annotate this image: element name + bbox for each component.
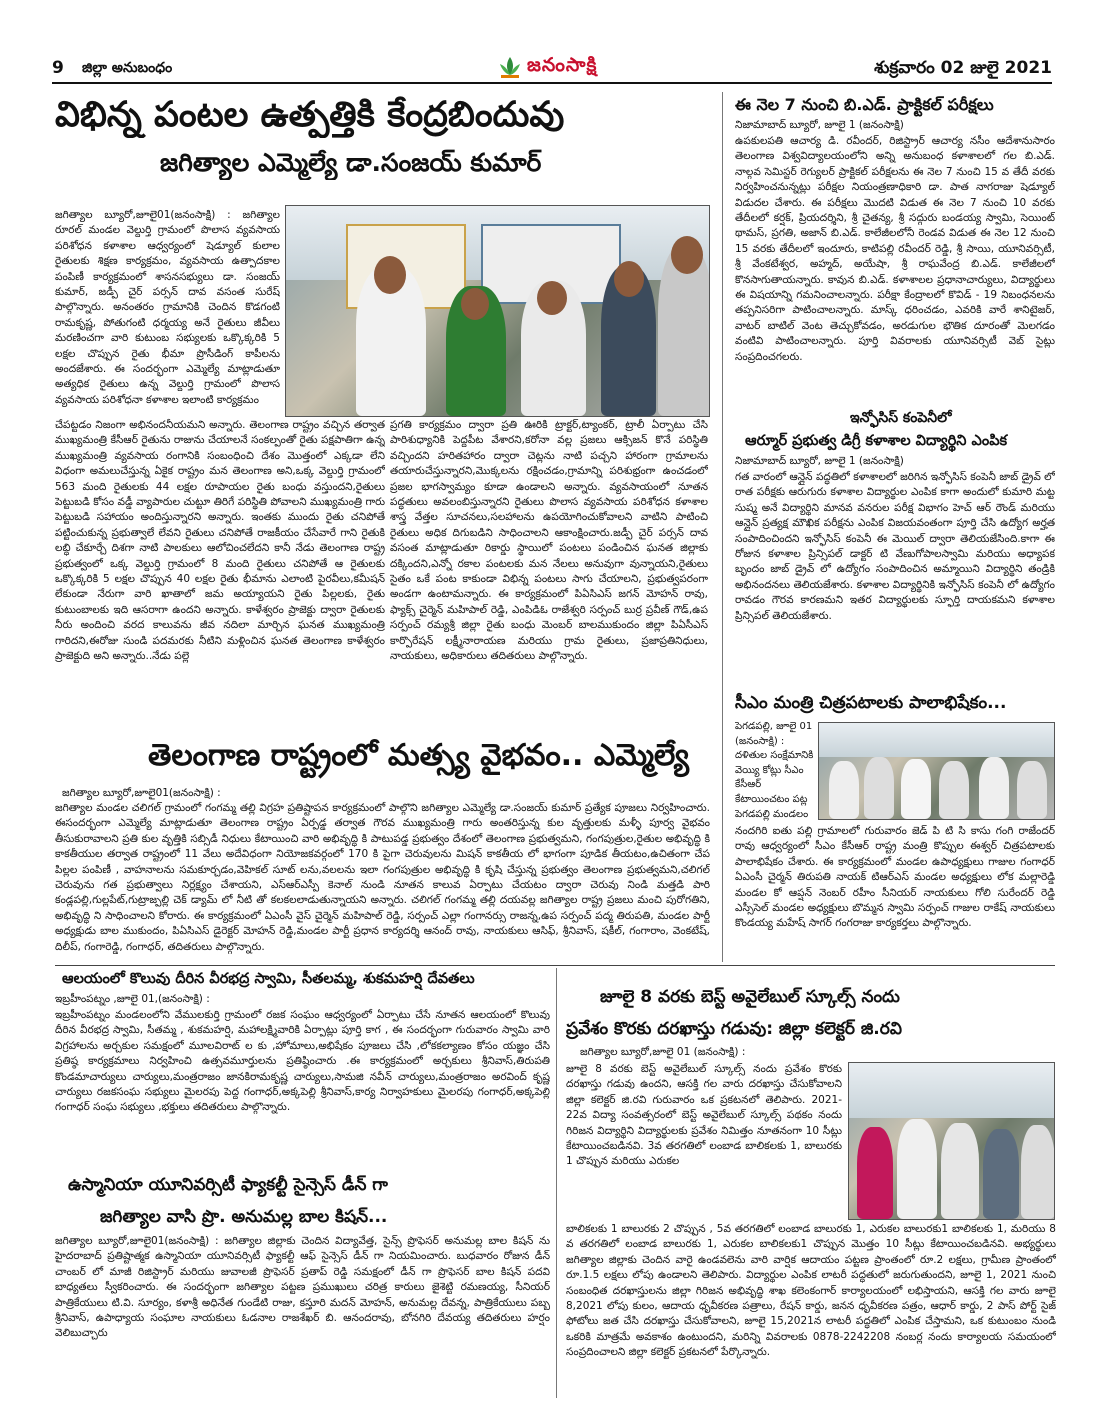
infosys-dateline: నిజామాబాద్ బ్యూరో, జూలై 1 (జనంసాక్షి) [735,455,904,467]
page-number: 9 [52,58,64,78]
infosys-body: గత వారంలో ఆన్లైన్ పద్ధతిలో కళాశాలలో జరిగిన ఇన్ఫోసిస్ కంపెనీ జాబ్ డ్రైవ్ లో రాత పరీక్షకు ఆరుగురు కళాశాల విద్యార్థుల ఎంపిక కాగా అందులో కుమారి మట్ట సుష్మ అనే విద్యార్థిని మానవ వనరుల పరీక్ష విభాగం హెచ్ ఆర్ రౌండ్ మరియు ఆన్లైన్ ప్రత్యక్ష మౌఖిక పరీక్షను ఎంపిక విజయవంతంగా పూర్తి చేసి ఉద్యోగ అర్హత సంపాదించిందని ఇన్ఫోసిస్ కంపెనీ ఈ మెయిల్ ద్వారా తెలియజేసింది.కాగా ఈ రోజున కళాశాల ప్రిన్సిపల్ డాక్టర్ టి వేణుగోపాలస్వామి మరియు అధ్యాపక బృందం జాబ్ డ్రైవ్ లో ఉద్యోగం సంపాదించిన అమ్మాయిని విద్యార్థిని తండ్రికి అభినందనలు తెలియజేశారు. కళాశాల విద్యార్థినికి ఇన్ఫోసిస్ కంపెనీ లో ఉద్యోగం రావడం గౌరవ కారణమని ఇతర విద్యార్థులకు స్ఫూర్తి దాయకమని కళాశాల ప్రిన్సిపల్ తెలియజేశారు. [735,471,1055,622]
brand-logo [497,52,657,82]
bed-exam-headline: ఈ నెల 7 నుంచి బి.ఎడ్. ప్రాక్టికల్ పరీక్షలు [735,95,994,114]
school-dateline: జగిత్యాల బ్యూరో,జూలై 01 (జనంసాక్షి) : [580,1046,746,1058]
temple-headline: ఆలయంలో కొలువు దీరిన వీరభద్ర స్వామి, సీతలమ్మ, శుకమహర్షి దేవతలు [62,971,475,987]
main-subheadline: జగిత్యాల ఎమ్మెల్యే డా.సంజయ్ కుమార్ [160,148,542,177]
fishery-body: జగిత్యాల మండల చలిగల్ గ్రామంలో గంగమ్మ తల్లి విగ్రహ ప్రతిష్టాపన కార్యక్రమంలో పాల్గొని జగిత్యాల ఎమ్మెల్యే డా.సంజయ్ కుమార్ ప్రత్యేక పూజలు నిర్వహించారు. ఈసందర్భంగా ఎమ్మెల్యే మాట్లాడుతూ తెలంగాణ రాష్ట్రం ఏర్పడ్డ తర్వాత గౌరవ ముఖ్యమంత్రి గారు అంతరిస్తున్న కుల వృత్తులకు మళ్ళీ పూర్వ వైభవం తీసుకురావాలని ప్రతి కుల వృత్తికి సబ్సిడీ నిధులు కేటాయించి వారి అభివృద్ధి కి పాటుపడ్డ ప్రభుత్వం దేశంలో తెలంగాణ ప్రభుత్వమని, గంగపుత్రుల,రైతుల అభివృద్ధి కి కాకతీయుల తర్వాత రాష్ట్రంలో 11 వేలు అదేవిధంగా నియోజకవర్గంలో 170 కి పైగా చెరువులను మిషన్ కాకతీయ లో భాగంగా పూడిక తీయటం,ఉచితంగా చేప పిల్లల పంపిణీ , వాహనాలను సమకూర్చడం,వెహికల్ సూట్ లను,వలలను ఇలా గంగపుత్రుల అభివృద్ధి కి కృషి చేస్తున్న ప్రభుత్వం తెలంగాణ ప్రభుత్వమని,చలిగల్ చెరువును గత ప్రభుత్వాలు నిర్లక్ష్యం చేశాయని, ఎస్ఆర్ఎస్పీ కెనాల్ నుండి నూతన కాలువ ఏర్పాటు చేయటం ద్వారా చెరువు నిండి మత్తడి పారి కండ్లపల్లి,గుల్లపేట్,గుట్రాజ్పల్లి చెక్ డ్యామ్ లో నీటి తో కలకలలాడుతున్నాయని అన్నారు. చలిగల్ గంగమ్మ తల్లి దయవల్ల జగిత్యాల రాష్ట్ర ప్రజలు మంచి పురోగతిని, అభివృద్ధి ని సాధించాలని కోరారు. ఈ కార్యక్రమంలో ఏఎంసీ వైస్ చైర్మెన్ మహిపాల్ రెడ్డి, సర్పంచ్ ఎల్లా గంగానర్సు రాజన్న,ఉప సర్పంచ్ పద్మ తిరుపతి, మండల పార్టీ అధ్యక్షుడు బాల ముకుందం, పిఏసిఎస్ డైరెక్టర్ మోహన్ రెడ్డి,మండల పార్టీ ప్రధాన కార్యదర్శి ఆనంద్ రావు, నాయకులు ఆసిఫ్, శ్రీనివాస్, షకీల్, గంగారాం, వెంకటేష్, దిలీప్, గంగారెడ్డి, గంగాధర్, తదితరులు పాల్గొన్నారు. [55,802,710,953]
main-article-col1-continued: చేపట్టడం నిజంగా అభినందనీయమని అన్నారు. తెలంగాణ రాష్ట్రం వచ్చిన తర్వాత ముఖ్యమంత్రి కేసీఆర్ రైతును రాజును చేయాలనే సంకల్పంతో రైతు పక్షపాతిగా ఉన్న ముఖ్యమంత్రి వ్యవసాయ రంగానికి సంబంధించి దేశం మొత్తంలో ఎక్కడా లేని విధంగా అమలుచేస్తున్న ఏకైక రాష్ట్రం మన తెలంగాణ అని,ఒక్క వెల్దుర్తి గ్రామంలో 563 మంది రైతులకు 44 లక్షల రూపాయల రైతు బంధు వస్తుందని,రైతులు పెట్టుబడి కోసం వడ్డీ వ్యాపారుల చుట్టూ తిరిగే పరిస్థితి పోవాలని ముఖ్యమంత్రి గారు పెట్టుబడి సహాయం అందిస్తున్నారని అన్నారు. ఇంతకు ముందు రైతు చనిపోతే పట్టించుకున్న ప్రభుత్వాలే లేవని రైతులు చనిపోతే రాజకీయం చేసేవారే గాని రైతుకి లబ్ధి చేకూర్చే దిశగా నాటి పాలకులు ఆలోచించలేదని కానీ నేడు తెలంగాణ రాష్ట్ర ప్రభుత్వంలో ఒక్క వెల్దుర్తి గ్రామంలో 8 మంది రైతులు చనిపోతే ఆ రైతులకు ఒక్కొక్కరికి 5 లక్షల చొప్పున 40 లక్షల రైతు భీమాను ఎలాంటి పైరవీలు,కమీషన్ లేకుండా నేరుగా వారి ఖాతాలో జమ అయ్యాయని రైతు పిల్లలకు, రైతు కుటుంబాలకు ఇది ఆసరాగా ఉందని అన్నారు. కాళేశ్వరం ప్రాజెక్టు ద్వారా రైతులకు నీరు అందించి వరద కాలువను జీవ నదిలా మార్చిన ఘనత ముఖ్యమంత్రి గారిదని,ఈరోజు సుండి పదమరకు నీటిని మళ్లించిన ఘనత తెలంగాణ కాళేశ్వరం ప్రాజెక్టుది అని అన్నారు..నేడు పల్లె [55,419,385,663]
bed-exam-dateline: నిజామాబాద్ బ్యూరో, జూలై 1 (జనంసాక్షి) [735,119,904,131]
farmers-meeting-photo [285,205,710,417]
section-name: జిల్లా అనుబంధం [82,60,173,76]
school-headline-line2: ప్రవేశం కొరకు దరఖాస్తు గడువు: జిల్లా కలెక్టర్ జి.రవి [566,1019,902,1039]
fishery-headline: తెలంగాణ రాష్ట్రంలో మత్స్య వైభవం.. ఎమ్మెల్యే [148,738,690,773]
lotus-icon [497,55,523,79]
cm-lead: పెగడపల్లి, జూలై 01 (జనంసాక్షి) : దళితుల సంక్షేమానికి వెయ్యి కోట్లు సీఎం కేసీఆర్ కేటాయించటం పట్ల పెగడపల్లి మండలం [735,721,814,820]
school-body: బాలికలకు 1 బాలురకు 2 చొప్పున , 5వ తరగతిలో లంబాడ బాలురకు 1, ఎరుకల బాలురకు1 బాలికలకు 1, మరియు 8 వ తరగతిలో లంబాడ బాలురకు 1, ఎరుకల బాలికలకు1 చొప్పున మొత్తం 10 సీట్లు కేటాయించబడినవి. అభ్యర్థులు జగిత్యాల జిల్లాకు చెందిన వారై ఉండవలెను వారి వార్షిక ఆదాయం పట్టణ ప్రాంతంలో రూ.2 లక్షలు, గ్రామీణ ప్రాంతంలో రూ.1.5 లక్షలు లోపు ఉండాలని తెలిపారు. విద్యార్థుల ఎంపిక లాటరీ పద్ధతులో జరుగుతుందని, జూలై 1, 2021 నుంచి సంబంధిత దరఖాస్తులను జిల్లా గిరిజన అభివృద్ధి శాఖ కలెంకంగార్ కార్యాలయంలో లభిస్తాయని, ఆసక్తి గల వారు జూలై 8,2021 లోపు కులం, ఆదాయ ధృవీకరణ పత్రాలు, రేషన్ కార్డు, జనన ధృవీకరణ పత్రం, ఆధార్ కార్డు, 2 పాస్ పోర్ట్ సైజ్ ఫోటోలు జత చేసి దరఖాస్తు చేసుకోవాలని, జూలై 15,2021న లాటరీ పద్ధతిలో ఎంపిక చేస్తామని, ఒక కుటుంబం నుండి ఒకరికి మాత్రమే అవకాశం ఉంటుందని, మరిన్ని వివరాలకు 0878-2242208 నంబర్ల నందు కార్యాలయ సమయంలో సంప్రదించాలని జిల్లా కలెక్టర్ ప్రకటనలో పేర్కొన్నారు. [566,1223,1056,1359]
osmania-body: జగిత్యాల బ్యూరో,జూలై01(జనంసాక్షి) : జగిత్యాల జిల్లాకు చెందిన విద్యావేత్త, సైన్స్ ప్రొఫెసర్ అనుమల్ల బాల కిషన్ ను హైదరాబాద్ ప్రతిష్టాత్మక ఉస్మానియా యూనివర్సిటీ ఫ్యాకల్టీ ఆఫ్ సైన్సెస్ డీన్ గా నియమించారు. బుధవారం రోజున డీన్ చాంబర్ లో మాజీ రిజిస్ట్రార్ మరియు జువాలజీ ప్రొఫెసర్ ప్రతాప్ రెడ్డి సమక్షంలో డీన్ గా ప్రొఫెసర్ బాల కిషన్ పదవి బాధ్యతలు స్వీకరించారు. ఈ సందర్భంగా జగిత్యాల పట్టణ ప్రముఖులు చరిత్ర కారులు జైశెట్టి రమణయ్య, సీనియర్ పాత్రికేయులు టి.వి. సూర్యం, కళాశ్రీ అధినేత గుండేటి రాజు, కస్తూరి మదన్ మోహన్, అనుమల్ల దేవన్న, పాత్రికేయులు పబ్బ శ్రీనివాస్, ఉపాధ్యాయ సంఘాల నాయకులు ఓడనాల రాజశేఖర్ బి. ఆనందరావు, బోనగిరి దేవయ్య తదితరులు హర్షం వెలిబుచ్చారు [55,1235,550,1340]
issue-date: శుక్రవారం 02 జులై 2021 [874,58,1052,78]
infosys-headline: ఆర్మూర్ ప్రభుత్వ డిగ్రీ కళాశాల విద్యార్థిని ఎంపిక [745,433,1008,449]
osmania-headline-line1: ఉస్మానియా యూనివర్సిటీ ఫ్యాకల్టీ సైన్సెస్ డీన్ గా [68,1175,388,1195]
school-headline-line1: జూలై 8 వరకు బెస్ట్ అవైలేబుల్ స్కూల్స్ నందు [600,987,900,1007]
fishery-dateline: జగిత్యాల బ్యూరో,జూలై01(జనంసాక్షి) : [62,787,221,799]
brand-name: జనంసాక్షి [527,53,598,76]
cm-headline: సీఎం మంత్రి చిత్రపటాలకు పాలాభిషేకం... [735,693,1007,713]
bed-exam-body: ఉపకులపతి ఆచార్య డి. రవీందర్, రిజిస్ట్రార్ ఆచార్య నసీం ఆదేశానుసారం తెలంగాణ విశ్వవిద్యాలయంలోని అన్ని అనుబంధ కళాశాలలో గల బి.ఎడ్. నాల్గవ సెమిస్టర్ రెగ్యులర్ ప్రాక్టికల్ పరీక్షలను ఈ నెల 7 నుంచి 15 వ తేదీ వరకు నిర్వహించనున్నట్లు పరీక్షల నియంత్రణాధికారి డా. పాత నాగరాజు షెడ్యూల్ విడుదల చేశారు. ఈ పరీక్షలు మొదటి విడుత ఈ నెల 7 నుంచి 10 వరకు తేదీలలో కర్షక్, ప్రియదర్శిని, శ్రీ చైతన్య, శ్రీ సద్గురు బండయ్య స్వామి, సెయింట్ థామస్, ప్రగతి, అజాన్ బి.ఎడ్. కాలేజీలలోనీ రెండవ విడుత ఈ నెల 12 నుంచి 15 వరకు తేదీలలో ఇందూరు, కాటిపల్లి రవీందర్ రెడ్డి, శ్రీ సాయి, యూనివర్సిటీ, శ్రీ వేంకటేశ్వర, అహ్మద్, అయేషా, శ్రీ రాఘవేంద్ర బి.ఎడ్. కాలేజీలలో కొనసాగుతాయన్నారు. కావున బి.ఎడ్. కళాశాలల ప్రధానాచార్యులు, విద్యార్థులు ఈ విషయాన్ని గమనించాలన్నారు. పరీక్షా కేంద్రాలలో కొవిడ్ - 19 నిబంధనలను తప్పనిసరిగా పాటించాలన్నారు. మాస్క్ ధరించడం, ఎవరికి వారే శానిటైజర్, వాటర్ బాటిల్ వెంట తెచ్చుకోవడం, అరడుగుల భౌతిక దూరంతో మెలగడం వంటివి పాటించాలన్నారు. పూర్తి వివరాలకు యూనివర్సిటీ వెబ్ సైట్లు సంప్రదించగలరు. [735,135,1055,363]
main-headline: విభిన్న పంటల ఉత్పత్తికి కేంద్రబిందువు [55,95,565,135]
temple-dateline: ఇబ్రహీంపట్నం ,జూలై 01,(జనంసాక్షి) : [55,993,210,1005]
page-header [52,50,1052,84]
osmania-headline-line2: జగిత్యాల వాసి ప్రొ. అనుమల్ల బాల కిషన్... [100,1207,388,1227]
cm-portrait-photo [818,722,1055,820]
main-article-col2: ప్రగతి కార్యక్రమం ద్వారా ప్రతి ఊరికి ట్రాక్టర్,ట్యాంకర్, ట్రాలీ ఏర్పాటు చేసి పారిశుధ్యానికి పెద్దపీట వేశారని,కరోనా వల్ల ప్రజలు ఆక్సిజన్ కొనే పరిస్థితి వచ్చిందని హరితహారం ద్వారా చెట్లను నాటి పచ్చని హారంగా గ్రామాలను తయారుచేస్తున్నారని,మొక్కలను రక్షించడం,గ్రామాన్ని పరిశుభ్రంగా ఉంచడంలో ప్రజల భాగస్వామ్యం కూడా ఉండాలని అన్నారు. వ్యవసాయంలో నూతన పద్ధతులు అవలంబిస్తున్నారని రైతులు పొలాస వ్యవసాయ పరిశోధన కళాశాల శాస్త్ర వేత్తల సూచనలు,సలహాలను ఉపయోగించుకోవాలని వాటిని పాటించి రైతులు అధిక దిగుబడిని సాధించాలని ఆకాంక్షించారు.జడ్పీ చైర్ పర్సన్ దావ వసంత మాట్లాడుతూ రికార్డు స్థాయిలో పంటలు పండించిన ఘనత జిల్లాకు దక్కిందని,ఎన్నో రకాల పంటలకు మన నేలలు అనువుగా వున్నాయని,రైతులు సైతం ఒకే పంట కాకుండా విభిన్న పంటలు సాగు చేయాలని, ప్రభుత్వపరంగా అండగా ఉంటామన్నారు. ఈ కార్యక్రమంలో పిఏసిఎస్ జగన్ మోహన్ రావు, ఫ్యాక్స్ చైర్మెన్ మహిపాల్ రెడ్డి, ఎంపిడిఓ రాజేశ్వరి సర్పంచ్ బుర్ర ప్రవీణ్ గౌడ్,ఉప సర్పంచ్ రమ్యశ్రీ జిల్లా రైతు బంధు మెంబర్ బాలముకుందం జిల్లా పిఏసీఎస్ కార్పొరేషన్ లక్ష్మీనారాయణ మరియు గ్రామ రైతులు, ప్రజాప్రతినిధులు, నాయకులు, అధికారులు తదితరులు పాల్గొన్నారు. [390,419,708,663]
main-article-col1: జగిత్యాల బ్యూరో,జూలై01(జనంసాక్షి) : జగిత్యాల రూరల్ మండల వెల్దుర్తి గ్రామంలో పొలాస వ్యవసాయ పరిశోధన కళాశాల ఆధ్వర్యంలో షెడ్యూల్ కులాల రైతులకు శిక్షణ కార్యక్రమం, వ్యవసాయ ఉత్పాదకాల పంపిణీ కార్యక్రమంలో శాసనసభ్యులు డా. సంజయ్ కుమార్, జడ్పీ చైర్ పర్సన్ దావ వసంత సురేష్ పాల్గొన్నారు. అనంతరం గ్రామానికి చెందిన కొడగంటి రామకృష్ణ, పోతుగంటి ధర్మయ్య అనే రైతులు జీవీలు మరణించగా వారి కుటుంబ సభ్యులకు ఒక్కొక్కరికి 5 లక్షల చొప్పున రైతు భీమా ప్రొసీడింగ్ కాపీలను అందజేశారు. ఈ సందర్భంగా ఎమ్మెల్యే మాట్లాడుతూ అత్యధిక రైతులు ఉన్న వెల్దుర్తి గ్రామంలో పొలాస వ్యవసాయ పరిశోధనా కళాశాల ఇలాంటి కార్యక్రమం [55,209,280,406]
collector-meeting-photo [848,1062,1055,1220]
temple-body: ఇబ్రహీంపట్నం మండలంలోని వేములకుర్తి గ్రామంలో రజక సంఘం ఆధ్వర్యంలో ఏర్పాటు చేసే నూతన ఆలయంలో కొలువు దీరిన వీరభద్ర స్వామి, సీతమ్మ , శుకమహర్షి, మహాలక్ష్మివారికి ఏర్పాట్లు పూర్తి కాగ , ఈ సందర్భంగా గురువారం స్వామి వారి విగ్రహాలను అర్చకుల సమక్షంలో మూలవిరాట్ ల కు ,హోమాలు,అభిషేకం పూజలు చేసి ,లోకకల్యాణం కోసం యజ్ఞం చేసి ప్రతిష్ఠ కార్యక్రమాలు నిర్వహించి ఉత్సవమూర్తులను ప్రతిష్ఠించారు .ఈ కార్యక్రమంలో అర్చకులు శ్రీనివాస్,తిరుపతి కొండమాచార్యులు చార్యులు,మంత్రరాజం జానకిరామకృష్ణ చార్యులు,సామజి నవీన్ చార్యులు,మంత్రరాజం అరవింద్ కృష్ణ చార్యులు రజకసంఘ సభ్యులు మైలరపు పెద్ద గంగాధర్,అక్కపెల్లి శ్రీనివాస్,కార్య నిర్వాహకులు మైలరపు గంగాధర్,అక్కపెల్లి గంగాధర్ సంఘ సభ్యులు ,భక్తులు తదితరులు పాల్గొన్నారు. [55,1009,550,1114]
infosys-kicker: ఇన్ఫోసిస్ కంపెనీలో [850,410,952,426]
cm-body: నందగిరి ఐతు పల్లి గ్రామాలలో గురువారం జెడ్ పి టి సి కాసు గంగి రాజేందర్ రావు ఆధ్వర్యంలో సీఎం కేసీఆర్ రాష్ట్ర మంత్రి కొప్పుల ఈశ్వర్ చిత్రపటాలకు పాలాభిషేకం చేశారు. ఈ కార్యక్రమంలో మండల ఉపాధ్యక్షులు గాజుల గంగాధర్ ఏఎంసీ చైర్మన్ తిరుపతి నాయక్ టిఆర్ఎస్ మండల అధ్యక్షులు లోక మల్లారెడ్డి మండల కో ఆప్షన్ నెంబర్ రహీం సీనియర్ నాయకులు గోలి సురేందర్ రెడ్డి ఎస్సీసెల్ మండల అధ్యక్షులు బొమ్మన స్వామి సర్పంచ్ గాజుల రాకేష్ నాయకులు కొండయ్య మహేష్ సాగర్ గంగరాజు కార్యకర్తలు పాల్గొన్నారు. [735,825,1055,930]
school-lead: జూలై 8 వరకు బెస్ట్ అవైలేబుల్ స్కూల్స్ నందు ప్రవేశం కొరకు దరఖాస్తు గడువు ఉందని, ఆసక్తి గల వారు దరఖాస్తు చేసుకోవాలని జిల్లా కలెక్టర్ జి.రవి గురువారం ఒక ప్రకటనలో తెలిపారు. 2021-22వ విద్యా సంవత్సరంలో బెస్ట్ అవైలేబుల్ స్కూల్స్ పథకం నందు గిరిజన విద్యార్థిని విద్యార్థులకు ప్రవేశం నిమిత్తం నూతనంగా 10 సీట్లు కేటాయించబడినవి. 3వ తరగతిలో లంబాడ బాలికలకు 1, బాలురకు 1 చొప్పున మరియు ఎరుకల [566,1063,842,1168]
